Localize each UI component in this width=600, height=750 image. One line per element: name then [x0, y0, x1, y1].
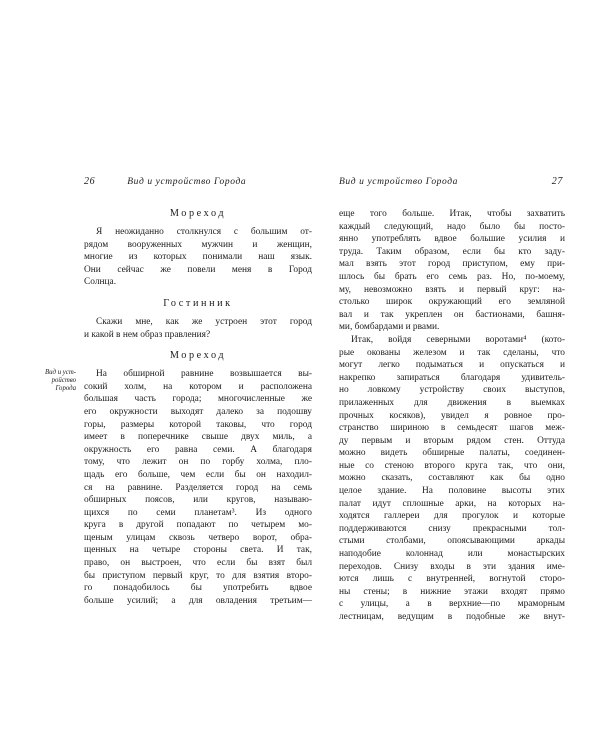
text-line: щенных на четыре стороны света. И так, [84, 545, 312, 556]
text-line: Они сейчас же повели меня в Город [84, 264, 312, 275]
text-line: можно видеть обширные палаты, соединен- [339, 448, 565, 459]
left-running-title: Вид и устройство Города [127, 177, 247, 187]
left-block-3 [84, 368, 312, 607]
text-line: большая часть города; многочисленные же [84, 394, 312, 405]
text-line: го понадобилось бы употребить вдвое [84, 583, 312, 594]
margin-note-line: ройство [51, 377, 76, 385]
text-line: столько широк окружающий его земляной [339, 297, 565, 308]
text-line: ются лишь с внутренней, вогнутой сторо- [339, 574, 565, 585]
text-line: тому, что лежит он по горбу холма, пло- [84, 457, 312, 468]
text-line: палат идут сплошные арки, на которых на- [339, 498, 565, 509]
text-line: горы, размеры которой таковы, что город [84, 419, 312, 430]
text-line: ны стены; в нижние этажи входят прямо [339, 586, 565, 597]
text-line: щеным улицам сквозь четверо ворот, обра- [84, 532, 312, 543]
text-line: круга в другой попадают по четырем мо- [84, 520, 312, 531]
text-line: с улицы, а в верхние—по мраморным [339, 599, 565, 610]
text-line: обширных поясов, или кругов, называю- [84, 495, 312, 506]
text-line: сокий холм, на котором и расположена [84, 381, 312, 392]
right-block-2 [339, 334, 565, 624]
text-line: вал и так укреплен он бастионами, башня- [339, 309, 565, 320]
text-line: наподобие колоннад или монастырских [339, 549, 565, 560]
text-line: накрепко запираться благодаря удивитель- [339, 372, 565, 383]
right-running-head [339, 176, 565, 190]
text-line: целое здание. На половине высоты этих [339, 486, 565, 497]
text-line: но ловкому устройству своих выступов, [339, 385, 565, 396]
text-line: право, он выстроен, что если бы взят был [84, 558, 312, 569]
text-line: щихся по семи планетам³. Из одного [84, 507, 312, 518]
text-line: труда. Таким образом, если бы кто заду- [339, 246, 565, 257]
text-line: прилаженных для движения в выемках [339, 397, 565, 408]
text-line: рядом вооруженных мужчин и женщин, [84, 239, 312, 250]
speaker-heading-2: Гостинник [163, 297, 233, 309]
text-line: Я неожиданно столкнулся с большим от- [96, 227, 312, 237]
right-running-title: Вид и устройство Города [339, 177, 458, 187]
text-line: мал взять этот город приступом, ему при- [339, 259, 565, 270]
left-running-head [84, 176, 312, 190]
text-line: бы приступом первый круг, то для взятия второ- [84, 570, 312, 581]
margin-note [24, 369, 76, 393]
speaker-heading-3: Мореход [169, 350, 227, 362]
text-line: лестницам, ведущим в подобные же внут- [339, 612, 565, 622]
text-line: имеет в поперечнике свыше двух миль, а [84, 432, 312, 443]
text-line: щадь его больше, чем если бы он находил- [84, 469, 312, 480]
left-block-2 [84, 316, 312, 341]
text-line: ми, бомбардами и рвами. [339, 322, 440, 333]
text-line: можно сказать, составляют как бы одно [339, 473, 565, 484]
text-line: переходов. Снизу входы в эти здания име- [339, 561, 565, 572]
margin-note-line: Вид и уст- [45, 369, 76, 377]
text-line: стыми столбами, опоясывающими аркады [339, 536, 565, 547]
text-line: Солнца. [84, 277, 117, 288]
text-line: и какой в нем образ правления? [84, 329, 211, 340]
text-line: его окружности выходят далеко за подошву [84, 406, 312, 417]
margin-note-line: Города [55, 385, 76, 393]
text-line: окружность его равна семи. А благодаря [84, 444, 312, 455]
right-page [339, 176, 565, 624]
text-line: каждый следующий, надо было бы посто- [339, 221, 565, 232]
text-line: прочных косяков), увидел я ровное про- [339, 410, 565, 421]
right-block-1 [339, 208, 565, 334]
text-line: му, невозможно взять и первый круг: на- [339, 284, 565, 295]
text-line: Скажи мне, как же устроен этот город [96, 316, 312, 327]
left-block-3-wrapper [45, 368, 312, 607]
text-line: ду первым и вторым рядом стен. Оттуда [339, 435, 565, 446]
text-line: ходятся галлереи для прогулок и которые [339, 511, 565, 522]
text-line: шлось бы брать его семь раз. Но, по-моему, [339, 271, 565, 282]
text-line: еще того больше. Итак, чтобы захватить [339, 209, 565, 219]
left-page [45, 176, 312, 607]
text-line: Итак, войдя северными воротами⁴ (кото- [351, 334, 565, 345]
text-line: больше усилий; а для овладения третьим— [84, 595, 312, 606]
left-page-number: 26 [84, 176, 96, 187]
speaker-heading-1: Мореход [169, 208, 227, 219]
left-block-1 [84, 226, 312, 289]
right-page-number: 27 [551, 176, 563, 187]
text-line: странство шириною в семьдесят шагов меж- [339, 423, 565, 434]
text-line: На обширной равнине возвышается вы- [96, 369, 312, 380]
text-line: рые окованы железом и так сделаны, что [339, 347, 565, 358]
text-line: ные со стеною второго круга так, что они, [339, 460, 565, 471]
text-line: многие из которых понимали наш язык. [84, 252, 312, 263]
text-line: могут легко подыматься и опускаться и [339, 360, 565, 371]
text-line: ся на равнине. Разделяется город на семь [84, 482, 312, 493]
text-line: янно употреблять вдвое большие усилия и [339, 234, 565, 245]
text-line: поддерживаются снизу прекрасными тол- [339, 523, 565, 534]
